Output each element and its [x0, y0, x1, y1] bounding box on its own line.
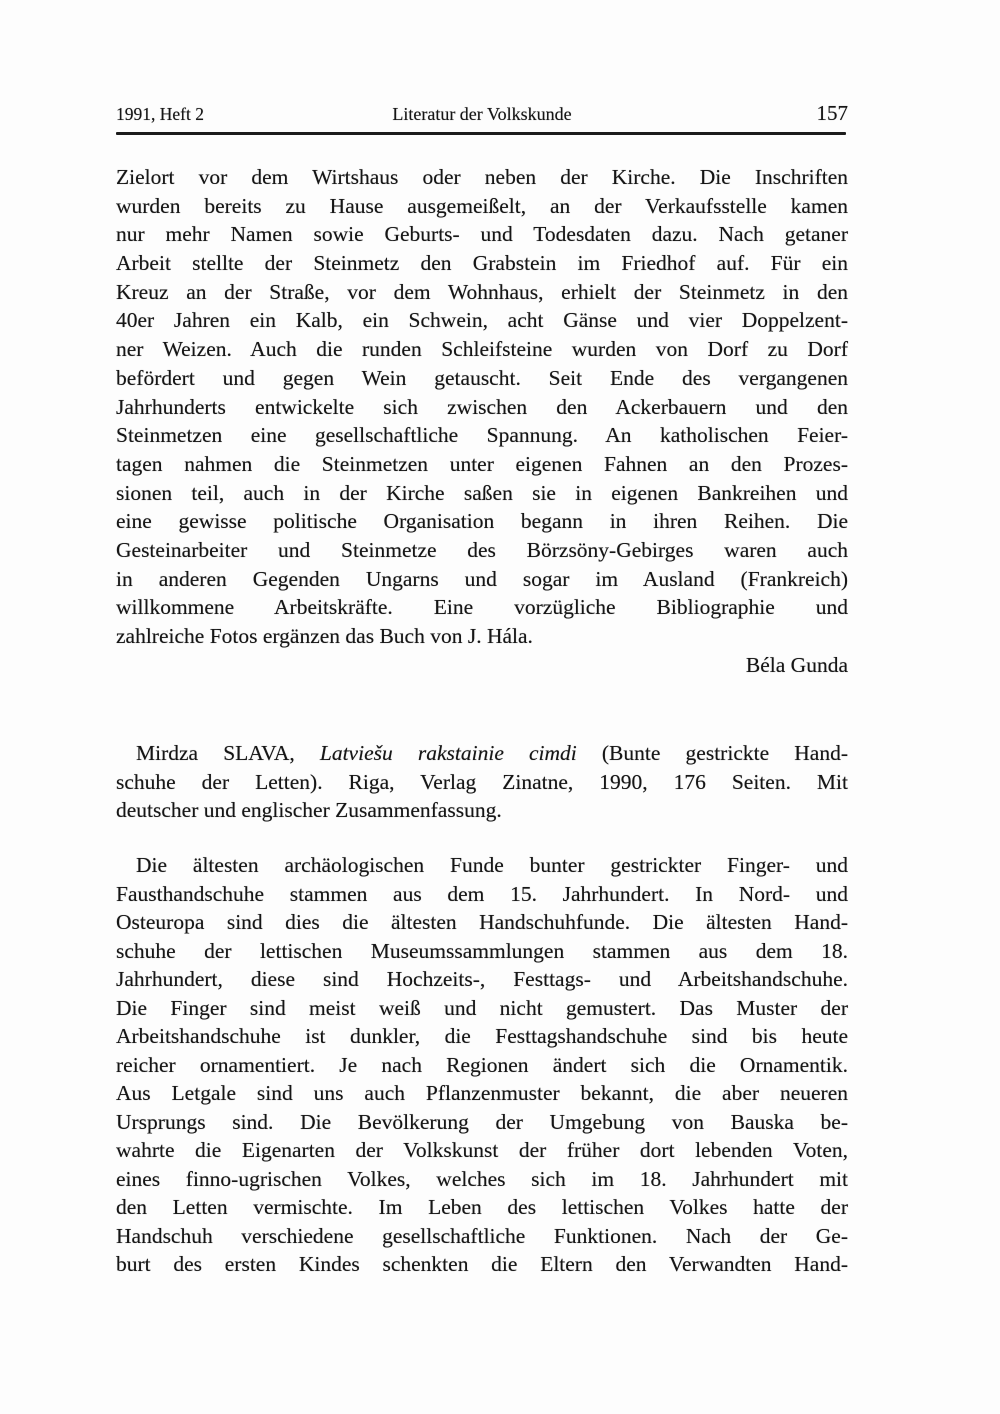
header-page-number: 157 [816, 101, 848, 125]
text-line: wahrte die Eigenarten der Volkskunst der früher dort lebenden Voten, [116, 1138, 848, 1162]
citation-line: deutscher und englischer Zusammenfassung. [116, 798, 502, 823]
text-line: wurden bereits zu Hause ausgemeißelt, an der Verkaufsstelle kamen [116, 193, 848, 218]
text-line: eines finno-ugrischen Volkes, welches sich im 18. Jahrhundert mit [116, 1166, 848, 1191]
text-column [116, 0, 848, 1414]
text-line: den Letten vermischte. Im Leben des lettischen Volkes hatte der [116, 1195, 848, 1219]
citation-line: schuhe der Letten). Riga, Verlag Zinatne, 1990, 176 Seiten. Mit [116, 769, 848, 794]
citation-author: Mirdza SLAVA, [136, 741, 320, 765]
text-line: ner Weizen. Auch die runden Schleifsteine wurden von Dorf zu Dorf [116, 337, 848, 362]
text-line: willkommene Arbeitskräfte. Eine vorzügliche Bibliographie und [116, 595, 848, 620]
text-line: Osteuropa sind dies die ältesten Handschuhfunde. Die ältesten Hand- [116, 910, 848, 934]
text-line: Arbeit stellte der Steinmetz den Grabstein im Friedhof auf. Für ein [116, 251, 848, 276]
header-rule [116, 132, 846, 135]
citation-line [116, 739, 848, 768]
text-line: Jahrhundert, diese sind Hochzeits-, Festtags- und Arbeitshandschuhe. [116, 967, 848, 991]
text-line: Ursprungs sind. Die Bevölkerung der Umgebung von Bauska be- [116, 1109, 848, 1134]
text-line: Jahrhunderts entwickelte sich zwischen den Ackerbauern und den [116, 394, 848, 419]
text-line: zahlreiche Fotos ergänzen das Buch von J. Hála. [116, 624, 533, 648]
review-slava-citation [116, 739, 848, 825]
text-line: Zielort vor dem Wirtshaus oder neben der Kirche. Die Inschriften [116, 165, 848, 189]
text-line: 40er Jahren ein Kalb, ein Schwein, acht Gänse und vier Doppelzent- [116, 308, 848, 333]
text-line: eine gewisse politische Organisation begann in ihren Reihen. Die [116, 509, 848, 534]
text-line: Die ältesten archäologischen Funde bunter gestrickter Finger- und [136, 853, 848, 877]
review-hala-paragraph [116, 163, 848, 651]
text-line: sionen teil, auch in der Kirche saßen sie in eigenen Bankreihen und [116, 480, 848, 505]
header-section-title: Literatur der Volkskunde [392, 104, 572, 124]
text-line: reicher ornamentiert. Je nach Regionen ändert sich die Ornamentik. [116, 1052, 848, 1077]
text-line: Aus Letgale sind uns auch Pflanzenmuster bekannt, die aber neueren [116, 1081, 848, 1105]
text-line: tagen nahmen die Steinmetzen unter eigenen Fahnen an den Prozes- [116, 451, 848, 476]
text-line: Handschuh verschiedene gesellschaftliche Funktionen. Nach der Ge- [116, 1223, 848, 1248]
text-line: schuhe der lettischen Museumssammlungen stammen aus dem 18. [116, 938, 848, 963]
text-line: Die Finger sind meist weiß und nicht gemustert. Das Muster der [116, 995, 848, 1020]
text-line: befördert und gegen Wein getauscht. Seit Ende des vergangenen [116, 365, 848, 390]
author-signature: Béla Gunda [745, 653, 848, 677]
text-line: Arbeitshandschuhe ist dunkler, die Festtagshandschuhe sind bis heute [116, 1024, 848, 1048]
text-line: in anderen Gegenden Ungarns und sogar im Ausland (Frankreich) [116, 566, 848, 591]
book-title-italic: Latviešu rakstainie cimdi [319, 741, 577, 765]
text-line: Fausthandschuhe stammen aus dem 15. Jahrhundert. In Nord- und [116, 881, 848, 906]
text-line: Kreuz an der Straße, vor dem Wohnhaus, erhielt der Steinmetz in den [116, 279, 848, 304]
citation-continuation: (Bunte gestrickte Hand- [576, 741, 848, 765]
page-header [116, 101, 848, 126]
text-line: burt des ersten Kindes schenkten die Eltern den Verwandten Hand- [116, 1252, 848, 1276]
text-line: nur mehr Namen sowie Geburts- und Todesdaten dazu. Nach getaner [116, 222, 848, 247]
header-issue-label: 1991, Heft 2 [116, 104, 204, 124]
text-line: Gesteinarbeiter und Steinmetze des Börzsöny-Gebirges waren auch [116, 537, 848, 562]
review-slava-paragraph [116, 851, 848, 1279]
text-line: Steinmetzen eine gesellschaftliche Spannung. An katholischen Feier- [116, 423, 848, 448]
